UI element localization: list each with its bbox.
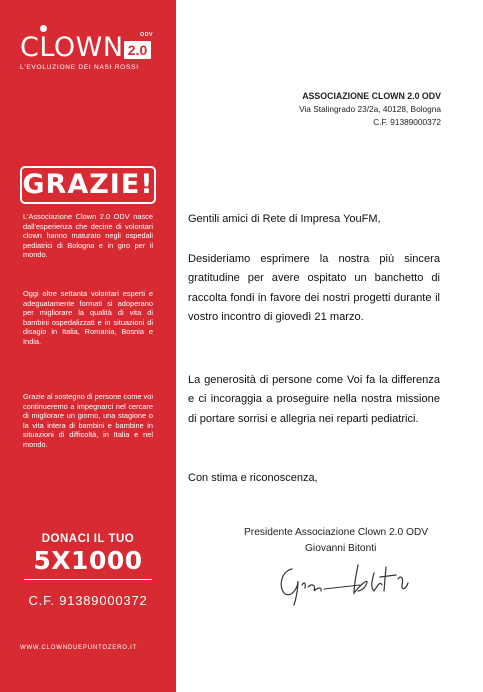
logo-version: 2.0 (124, 41, 151, 59)
letter-paragraph-2: La generosità di persone come Voi fa la differenza e ci incoraggia a proseguire nella nostra missione di portare sorrisi e allegria nei reparti pediatrici. (188, 374, 440, 425)
org-address: Via Stalingrado 23/2a, 40128, Bologna (299, 104, 441, 114)
letter-paragraph-1: Desideriamo esprimere la nostra più sincera gratitudine per avere ospitato un banchetto di raccolta fondi in favore dei nostri progetti durante il vostro incontro di giovedì 21 marzo. (188, 253, 440, 323)
sidebar-paragraph-3: Grazie al sostegno di persone come voi continueremo a impegnarci nel cercare di migliorare un giorno, una stagione o la vita intera di bambini e bambine in situazioni di difficoltà, in Italia e nel mondo. (23, 392, 153, 449)
sidebar-paragraph-2: Oggi oltre settanta volontari esperti e adeguatamente formati si adoperano per migliorare la qualità di vita di bambini ospedalizzati e in situazioni di disagio in Italia, Romania, Bosnia e India. (23, 289, 153, 346)
donate-line-1: DONACI IL TUO (41, 533, 135, 545)
clown-logo (20, 32, 160, 71)
donate-tax-code: C.F. 91389000372 (28, 593, 148, 608)
handwritten-signature (274, 555, 424, 610)
donate-block (0, 532, 176, 576)
grazie-badge (20, 166, 156, 204)
logo-tagline: L'EVOLUZIONE DEI NASI ROSSI (20, 64, 139, 71)
logo-suffix: ODV (140, 32, 153, 38)
red-nose-icon (40, 25, 47, 32)
logo-main (20, 32, 160, 64)
signatory-title: Presidente Associazione Clown 2.0 ODV (244, 527, 429, 538)
sidebar (0, 0, 176, 692)
website-link[interactable]: WWW.CLOWNDUEPUNTOZERO.IT (20, 645, 138, 651)
org-tax-code: C.F. 91389000372 (373, 117, 441, 127)
signatory-name: Giovanni Bitonti (305, 543, 377, 554)
letterhead (299, 90, 441, 129)
grazie-headline: GRAZIE! (22, 169, 154, 200)
letter-salutation: Gentili amici di Rete di Impresa YouFM, (188, 213, 381, 225)
logo-word: CLOWN (20, 32, 124, 63)
donate-divider (24, 579, 152, 580)
sidebar-paragraph-1: L'Associazione Clown 2.0 ODV nasce dall'esperienza che decine di volontari clown hanno maturato negli ospedali pediatrici di Bologna e in giro per il mondo. (23, 212, 153, 259)
donate-line-2: 5X1000 (33, 546, 143, 575)
letter-closing: Con stima e riconoscenza, (188, 472, 318, 484)
org-name: ASSOCIAZIONE CLOWN 2.0 ODV (302, 91, 441, 101)
